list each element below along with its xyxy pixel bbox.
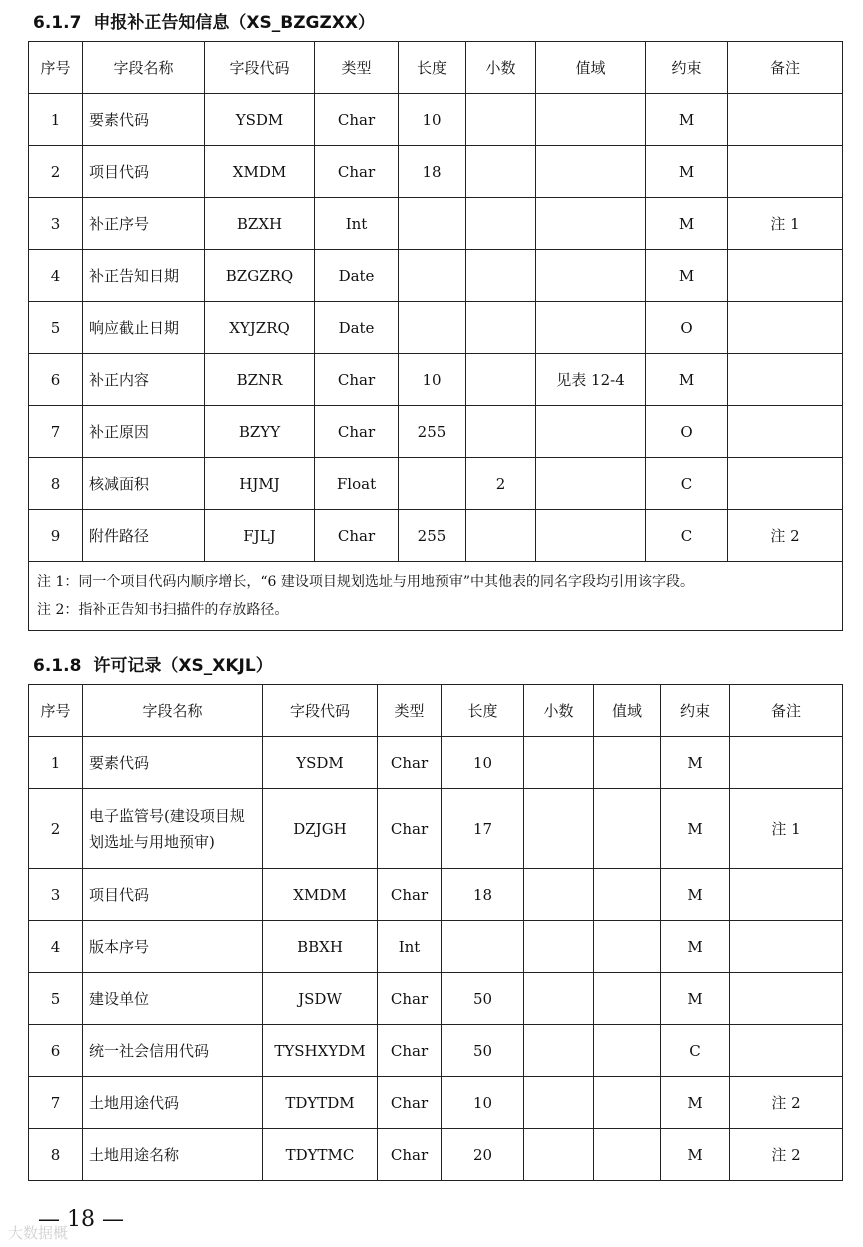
- table-cell: BZGZRQ: [205, 250, 315, 302]
- table-cell: XMDM: [205, 146, 315, 198]
- table-note: 注 1：同一个项目代码内顺序增长，“6 建设项目规划选址与用地预审”中其他表的同名字段均引用该字段。: [37, 574, 695, 590]
- page-number: — 18 —: [38, 1207, 124, 1232]
- table-cell: 1: [29, 94, 83, 146]
- column-header: 小数: [466, 42, 536, 94]
- column-header: 字段代码: [205, 42, 315, 94]
- column-header: 长度: [399, 42, 466, 94]
- table-cell: Char: [378, 1129, 442, 1181]
- table-cell: [536, 94, 646, 146]
- table-cell: M: [661, 1129, 730, 1181]
- table-cell: M: [661, 737, 730, 789]
- table-cell: 3: [29, 869, 83, 921]
- table-cell: Date: [315, 250, 399, 302]
- column-header: 长度: [442, 685, 524, 737]
- table-cell: [442, 921, 524, 973]
- table-cell: 6: [29, 354, 83, 406]
- table-cell: C: [646, 510, 728, 562]
- table-row: [29, 737, 843, 789]
- table-cell: 6: [29, 1025, 83, 1077]
- table-cell: BZYY: [205, 406, 315, 458]
- table-cell: JSDW: [263, 973, 378, 1025]
- column-header: 值域: [536, 42, 646, 94]
- section-number: 6.1.7: [33, 13, 82, 33]
- table-cell: [466, 406, 536, 458]
- table-row: [29, 198, 843, 250]
- table-cell: 要素代码: [83, 737, 263, 789]
- table-row: [29, 789, 843, 869]
- table-cell: [524, 869, 594, 921]
- column-header: 字段名称: [83, 685, 263, 737]
- table-cell: M: [646, 94, 728, 146]
- table-cell: 10: [442, 737, 524, 789]
- column-header: 约束: [661, 685, 730, 737]
- table-cell: [730, 737, 843, 789]
- section-heading-bzgzxx: [33, 8, 375, 33]
- table-cell: [536, 510, 646, 562]
- table-cell: 电子监管号(建设项目规划选址与用地预审): [83, 789, 263, 869]
- table-cell: 9: [29, 510, 83, 562]
- table-cell: 注 1: [728, 198, 843, 250]
- table-row: [29, 973, 843, 1025]
- table-cell: 20: [442, 1129, 524, 1181]
- table-cell: 核减面积: [83, 458, 205, 510]
- table-cell: DZJGH: [263, 789, 378, 869]
- table-cell: 17: [442, 789, 524, 869]
- table-cell: Int: [315, 198, 399, 250]
- table-cell: BZXH: [205, 198, 315, 250]
- field-table-bzgzxx: [28, 41, 843, 631]
- table-row: [29, 250, 843, 302]
- section-title: 许可记录（XS_XKJL）: [93, 656, 273, 676]
- table-cell: C: [661, 1025, 730, 1077]
- table-cell: [536, 406, 646, 458]
- notes-cell: [29, 562, 843, 631]
- table-cell: 5: [29, 973, 83, 1025]
- table-cell: M: [646, 250, 728, 302]
- table-cell: YSDM: [205, 94, 315, 146]
- table-cell: [594, 1025, 661, 1077]
- table-cell: BZNR: [205, 354, 315, 406]
- table-cell: [594, 737, 661, 789]
- table-cell: XMDM: [263, 869, 378, 921]
- table-cell: 土地用途名称: [83, 1129, 263, 1181]
- table-cell: [536, 458, 646, 510]
- table-cell: 补正内容: [83, 354, 205, 406]
- table-cell: M: [661, 1077, 730, 1129]
- table-cell: [536, 302, 646, 354]
- table-cell: [536, 198, 646, 250]
- header-row: [29, 685, 843, 737]
- table-cell: FJLJ: [205, 510, 315, 562]
- table-cell: Char: [315, 354, 399, 406]
- table-cell: M: [646, 198, 728, 250]
- table-row: [29, 458, 843, 510]
- table-cell: M: [646, 146, 728, 198]
- table-cell: 10: [399, 94, 466, 146]
- table-cell: Int: [378, 921, 442, 973]
- column-header: 序号: [29, 42, 83, 94]
- table-cell: 5: [29, 302, 83, 354]
- table-cell: [466, 198, 536, 250]
- table-row: [29, 1129, 843, 1181]
- table-cell: [524, 1129, 594, 1181]
- section-title: 申报补正告知信息（XS_BZGZXX）: [93, 13, 376, 33]
- table-cell: 8: [29, 1129, 83, 1181]
- table-cell: 255: [399, 406, 466, 458]
- table-cell: Char: [378, 789, 442, 869]
- table-row: [29, 1025, 843, 1077]
- column-header: 小数: [524, 685, 594, 737]
- table-cell: 4: [29, 250, 83, 302]
- table-cell: [399, 250, 466, 302]
- table-cell: [728, 302, 843, 354]
- table-cell: Float: [315, 458, 399, 510]
- table-row: [29, 302, 843, 354]
- table-cell: [728, 250, 843, 302]
- table-row: [29, 354, 843, 406]
- table-cell: [466, 302, 536, 354]
- table-cell: 2: [466, 458, 536, 510]
- table-cell: 统一社会信用代码: [83, 1025, 263, 1077]
- table-cell: O: [646, 302, 728, 354]
- table-row: [29, 510, 843, 562]
- table-cell: XYJZRQ: [205, 302, 315, 354]
- table-cell: 10: [442, 1077, 524, 1129]
- table-cell: 2: [29, 789, 83, 869]
- watermark-text: 大数据概: [8, 1224, 69, 1242]
- table-cell: [524, 973, 594, 1025]
- table-cell: 18: [399, 146, 466, 198]
- table-cell: 255: [399, 510, 466, 562]
- table-cell: Char: [378, 869, 442, 921]
- table-row: [29, 869, 843, 921]
- table-cell: 注 2: [730, 1077, 843, 1129]
- table-cell: Char: [378, 1025, 442, 1077]
- section-heading-xkjl: [33, 651, 273, 676]
- table-row: [29, 94, 843, 146]
- table-cell: [728, 354, 843, 406]
- table-cell: [399, 198, 466, 250]
- table-cell: 7: [29, 406, 83, 458]
- table-cell: BBXH: [263, 921, 378, 973]
- table-cell: [594, 789, 661, 869]
- column-header: 备注: [728, 42, 843, 94]
- table-row: [29, 406, 843, 458]
- table-row: [29, 1077, 843, 1129]
- table-cell: 注 2: [730, 1129, 843, 1181]
- table-cell: M: [661, 789, 730, 869]
- table-cell: [466, 146, 536, 198]
- table-cell: 补正序号: [83, 198, 205, 250]
- table-cell: 补正原因: [83, 406, 205, 458]
- table-cell: [524, 737, 594, 789]
- column-header: 序号: [29, 685, 83, 737]
- notes-row: [29, 562, 843, 631]
- table-cell: [524, 1077, 594, 1129]
- table-cell: 注 2: [728, 510, 843, 562]
- table-cell: 要素代码: [83, 94, 205, 146]
- table-cell: Char: [315, 406, 399, 458]
- field-table-xkjl: [28, 684, 843, 1181]
- table-cell: [524, 921, 594, 973]
- table-cell: 10: [399, 354, 466, 406]
- column-header: 约束: [646, 42, 728, 94]
- table-cell: [594, 973, 661, 1025]
- table-cell: [466, 510, 536, 562]
- table-cell: [594, 1129, 661, 1181]
- table-cell: 项目代码: [83, 869, 263, 921]
- column-header: 类型: [378, 685, 442, 737]
- table-cell: M: [661, 973, 730, 1025]
- table-cell: 4: [29, 921, 83, 973]
- table-cell: HJMJ: [205, 458, 315, 510]
- table-cell: [730, 1025, 843, 1077]
- table-cell: 50: [442, 973, 524, 1025]
- table-cell: Char: [378, 737, 442, 789]
- table-cell: 建设单位: [83, 973, 263, 1025]
- table-cell: 50: [442, 1025, 524, 1077]
- table-cell: [728, 406, 843, 458]
- column-header: 字段名称: [83, 42, 205, 94]
- table-cell: [730, 973, 843, 1025]
- table-cell: 土地用途代码: [83, 1077, 263, 1129]
- table-cell: O: [646, 406, 728, 458]
- table-cell: [536, 250, 646, 302]
- table-note: 注 2：指补正告知书扫描件的存放路径。: [37, 602, 289, 618]
- table-cell: 18: [442, 869, 524, 921]
- table-cell: 3: [29, 198, 83, 250]
- table-cell: TDYTDM: [263, 1077, 378, 1129]
- table-cell: [728, 458, 843, 510]
- table-cell: Char: [315, 510, 399, 562]
- table-cell: 7: [29, 1077, 83, 1129]
- table-cell: 1: [29, 737, 83, 789]
- table-row: [29, 921, 843, 973]
- table-cell: [466, 354, 536, 406]
- table-cell: Char: [315, 146, 399, 198]
- column-header: 字段代码: [263, 685, 378, 737]
- table-cell: 附件路径: [83, 510, 205, 562]
- table-cell: 响应截止日期: [83, 302, 205, 354]
- table-cell: C: [646, 458, 728, 510]
- table-row: [29, 146, 843, 198]
- table-cell: Date: [315, 302, 399, 354]
- column-header: 类型: [315, 42, 399, 94]
- table-cell: 见表 12-4: [536, 354, 646, 406]
- table-cell: [524, 1025, 594, 1077]
- table-cell: 版本序号: [83, 921, 263, 973]
- table-cell: 项目代码: [83, 146, 205, 198]
- column-header: 值域: [594, 685, 661, 737]
- table-cell: M: [646, 354, 728, 406]
- table-cell: [730, 921, 843, 973]
- table-cell: [594, 869, 661, 921]
- table-cell: 8: [29, 458, 83, 510]
- table-cell: Char: [315, 94, 399, 146]
- table-cell: Char: [378, 973, 442, 1025]
- table-cell: TDYTMC: [263, 1129, 378, 1181]
- table-cell: 2: [29, 146, 83, 198]
- table-cell: [466, 94, 536, 146]
- table-cell: 补正告知日期: [83, 250, 205, 302]
- table-cell: M: [661, 869, 730, 921]
- table-cell: Char: [378, 1077, 442, 1129]
- table-cell: M: [661, 921, 730, 973]
- table-cell: [728, 94, 843, 146]
- table-cell: [594, 1077, 661, 1129]
- table-cell: [730, 869, 843, 921]
- header-row: [29, 42, 843, 94]
- column-header: 备注: [730, 685, 843, 737]
- table-cell: [399, 458, 466, 510]
- table-cell: TYSHXYDM: [263, 1025, 378, 1077]
- table-cell: YSDM: [263, 737, 378, 789]
- table-cell: 注 1: [730, 789, 843, 869]
- table-cell: [594, 921, 661, 973]
- section-number: 6.1.8: [33, 656, 82, 676]
- table-cell: [524, 789, 594, 869]
- table-cell: [728, 146, 843, 198]
- table-cell: [399, 302, 466, 354]
- table-cell: [536, 146, 646, 198]
- table-cell: [466, 250, 536, 302]
